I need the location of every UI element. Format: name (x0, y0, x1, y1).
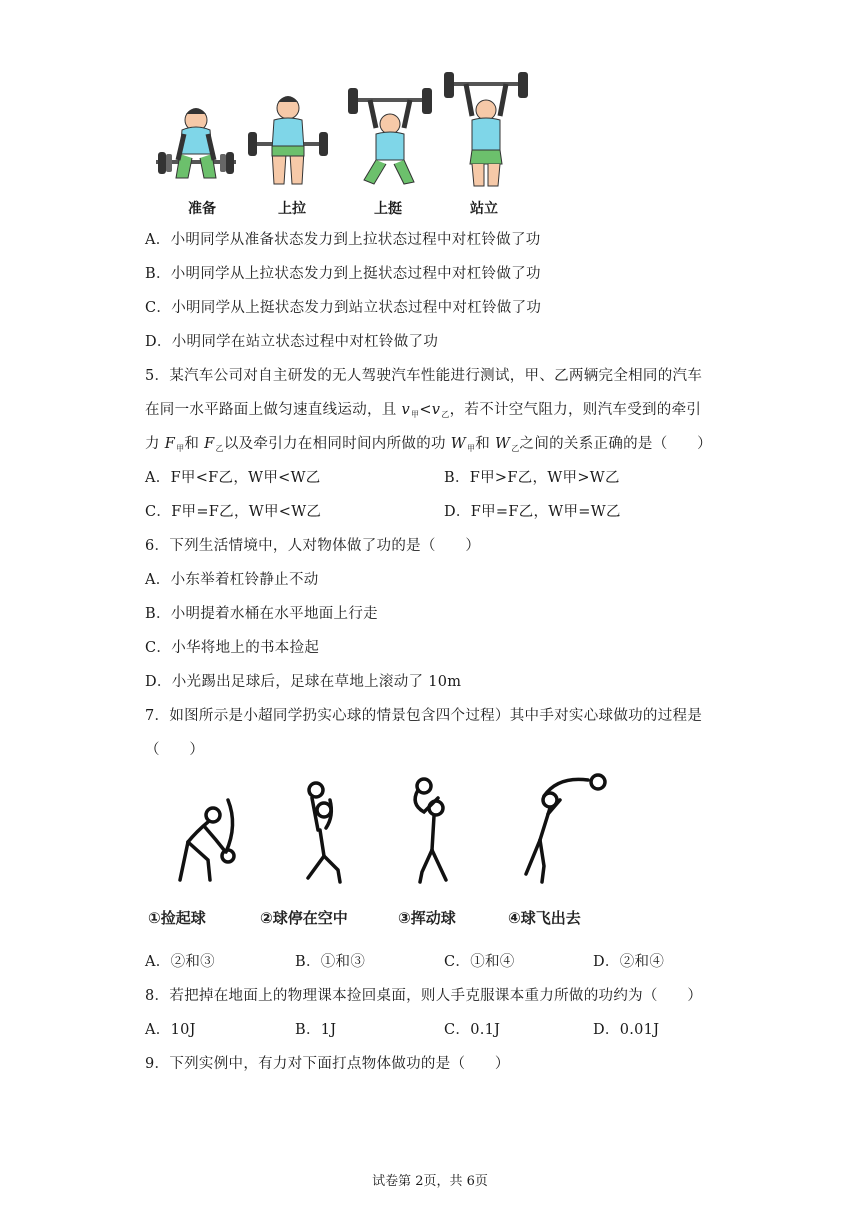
lifter-jerk (348, 88, 432, 184)
stick-figure-hold (308, 783, 340, 882)
q8-option-b: B．1J (295, 1022, 337, 1038)
q5-option-d: D．F甲=F乙，W甲=W乙 (444, 504, 621, 520)
lifter-stand (444, 72, 528, 186)
lifter-ready (156, 108, 236, 178)
stick-figure-pickup (180, 800, 234, 880)
weightlifting-figure (148, 68, 533, 218)
q7-option-c: C．①和④ (444, 954, 515, 970)
q4-option-d: D．小明同学在站立状态过程中对杠铃做了功 (145, 334, 439, 350)
q8-option-a: A．10J (145, 1022, 196, 1038)
caption-throw: ④球飞出去 (508, 909, 581, 927)
q6-stem: 6．下列生活情境中，人对物体做了功的是（ ） (145, 538, 481, 554)
q8-option-c: C．0.1J (444, 1022, 501, 1038)
throwing-figure (148, 770, 618, 940)
stick-figure-swing (415, 779, 446, 882)
throwing-illustration (148, 770, 618, 905)
q4-option-c: C．小明同学从上挺状态发力到站立状态过程中对杠铃做了功 (145, 300, 542, 316)
caption-ready: 准备 (188, 201, 216, 217)
q5-stem-line1: 5．某汽车公司对自主研发的无人驾驶汽车性能进行测试，甲、乙两辆完全相同的汽车 (145, 368, 703, 384)
q8-stem: 8．若把掉在地面上的物理课本捡回桌面，则人手克服课本重力所做的功约为（ ） (145, 988, 703, 1004)
weightlifting-illustration (148, 68, 533, 198)
caption-stand: 站立 (470, 201, 498, 217)
q7-option-b: B．①和③ (295, 954, 366, 970)
q7-stem-line2: （ ） (145, 742, 205, 758)
q4-option-a: A．小明同学从准备状态发力到上拉状态过程中对杠铃做了功 (145, 232, 541, 248)
caption-swing: ③挥动球 (398, 909, 456, 927)
q5-stem-line3: 力 $F_甲$和 $F_乙$以及牵引力在相同时间内所做的功 $W_甲$和 $W_乙$之间的关系正确的是（ ） (145, 436, 712, 453)
caption-jerk: 上挺 (374, 201, 402, 217)
q5-option-b: B．F甲>F乙，W甲>W乙 (444, 470, 620, 486)
q5-option-c: C．F甲=F乙，W甲<W乙 (145, 504, 322, 520)
lifter-pull (248, 96, 328, 184)
q6-option-a: A．小东举着杠铃静止不动 (145, 572, 319, 588)
q7-option-a: A．②和③ (145, 954, 215, 970)
q6-option-d: D．小光踢出足球后，足球在草地上滚动了 10m (145, 674, 462, 690)
q7-option-d: D．②和④ (593, 954, 665, 970)
q7-stem-line1: 7．如图所示是小超同学扔实心球的情景包含四个过程）其中手对实心球做功的过程是 (145, 708, 703, 724)
q6-option-b: B．小明提着水桶在水平地面上行走 (145, 606, 378, 622)
page-footer: 试卷第 2页，共 6页 (372, 1174, 488, 1189)
caption-pull: 上拉 (278, 201, 306, 217)
stick-figure-throw (526, 775, 605, 882)
q4-option-b: B．小明同学从上拉状态发力到上挺状态过程中对杠铃做了功 (145, 266, 541, 282)
caption-pickup: ①捡起球 (148, 909, 206, 927)
q8-option-d: D．0.01J (593, 1022, 660, 1038)
q6-option-c: C．小华将地上的书本捡起 (145, 640, 320, 656)
q5-stem-line2: 在同一水平路面上做匀速直线运动，且 $v_甲<v_乙$，若不计空气阻力，则汽车受到的牵引 (145, 402, 702, 419)
caption-hold: ②球停在空中 (260, 909, 348, 927)
q9-stem: 9．下列实例中，有力对下面打点物体做功的是（ ） (145, 1056, 510, 1072)
q5-option-a: A．F甲<F乙，W甲<W乙 (145, 470, 321, 486)
